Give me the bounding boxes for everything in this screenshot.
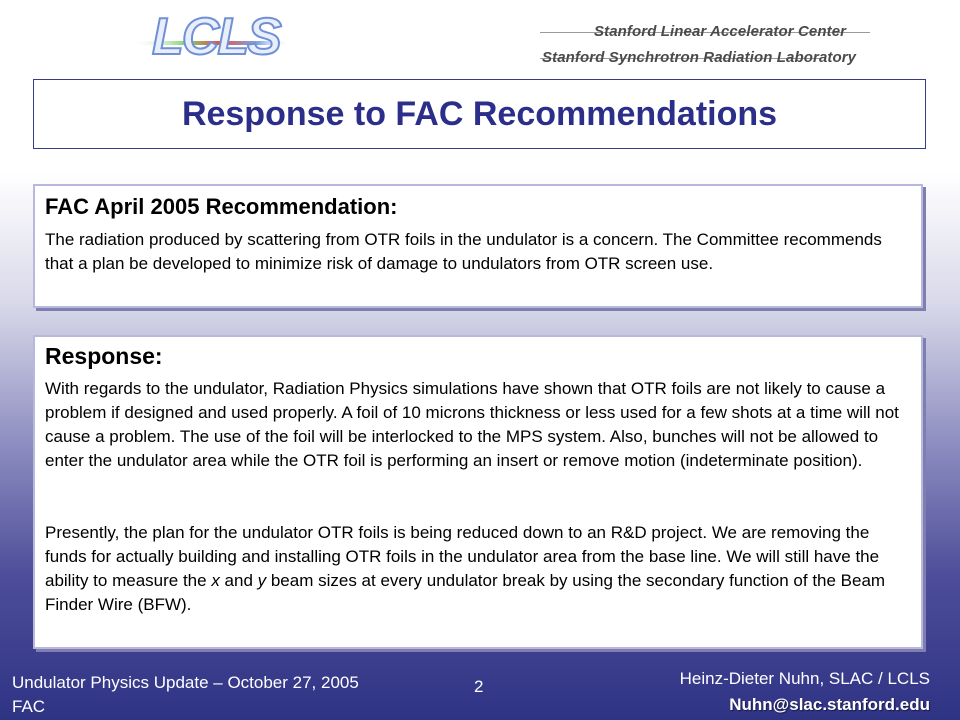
- footer-committee: FAC: [12, 697, 46, 716]
- footer-author: Heinz-Dieter Nuhn, SLAC / LCLS: [679, 669, 930, 688]
- footer-email-link[interactable]: Nuhn@slac.stanford.edu: [729, 695, 930, 714]
- logo-text: LCLS: [152, 8, 280, 66]
- recommendation-body: [45, 228, 913, 276]
- response-paragraph-1: With regards to the undulator, Radiation Physics simulations have shown that OTR foils are not likely to cause a problem if designed and used properly. A foil of 10 microns thickness or less used for a few shots at a time will not cause a problem. The use of the foil will be interlocked to the MPS system. Also, bunches will not be allowed to enter the undulator area while the OTR foil is performing an insert or remove motion (indeterminate position).: [45, 379, 899, 470]
- x-variable: x: [211, 571, 220, 590]
- response-panel: [33, 335, 923, 649]
- y-variable: y: [257, 571, 267, 590]
- footer-left: [12, 671, 359, 719]
- response-paragraph-2-start: Presently, the plan for the undulator OTR foils is being reduced down to an R&D project. We are removing the funds for actually building and installing OTR foils in the undulator area from the base line. We will still have the ability to measure the: [45, 523, 880, 590]
- footer-right: [680, 666, 930, 718]
- recommendation-text: The radiation produced by scattering from OTR foils in the undulator is a concern. The Committee recommends that a plan be developed to minimize risk of damage to undulators from OTR screen use.: [45, 230, 882, 273]
- lab-names: [540, 10, 940, 70]
- title-box: [33, 79, 926, 149]
- response-body: [45, 377, 913, 617]
- response-paragraph-2-end: beam sizes at every undulator break by using the secondary function of the Beam Finder Wire (BFW).: [45, 571, 886, 614]
- page-number: 2: [474, 677, 484, 696]
- response-heading: Response:: [45, 343, 163, 369]
- lcls-logo: [130, 4, 290, 70]
- response-paragraph-2-and: and: [219, 571, 258, 590]
- footer-event: Undulator Physics Update – October 27, 2005: [12, 673, 359, 692]
- recommendation-heading: FAC April 2005 Recommendation:: [45, 194, 398, 219]
- lab-name-slac: Stanford Linear Accelerator Center: [594, 23, 847, 40]
- recommendation-panel: [33, 184, 923, 308]
- response-paragraph-2: [45, 521, 913, 617]
- slide-title: Response to FAC Recommendations: [181, 94, 778, 133]
- lab-name-ssrl: Stanford Synchrotron Radiation Laboratory: [542, 49, 857, 66]
